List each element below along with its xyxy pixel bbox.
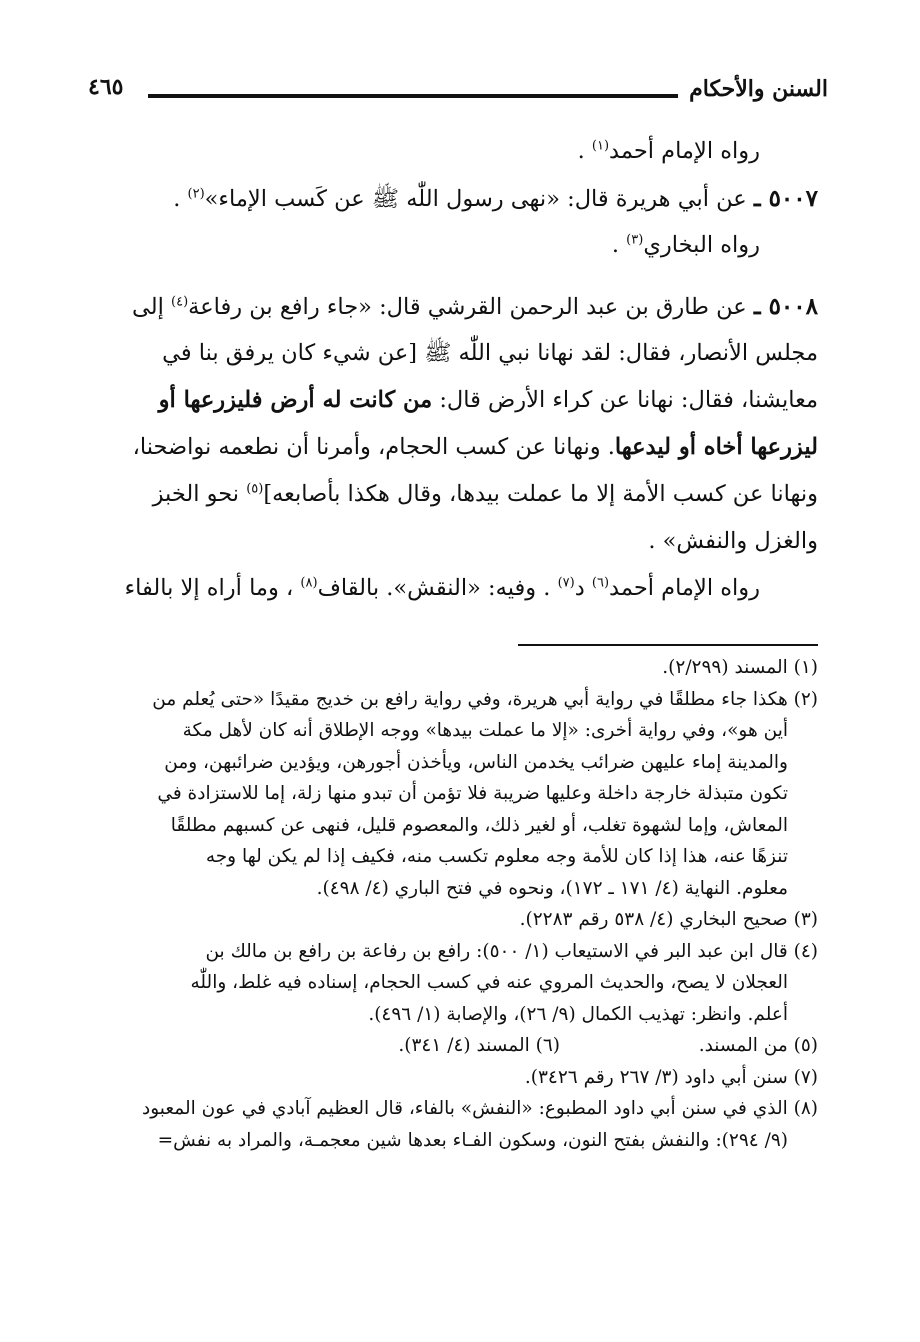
footnote-7: (٧) سنن أبي داود (٣/ ٢٦٧ رقم ٣٤٢٦). (524, 1066, 818, 1088)
narration-line: رواه الإمام أحمد$^{(٦)}$ د$^{(٧)}$ . وفيه: «النقش». بالقاف$^{(٨)}$ ، وما أراه إلا بالفاء (124, 575, 760, 601)
footnote-ref: (٤) (171, 294, 189, 310)
footnote-ref: (٥) (246, 481, 264, 497)
section-title: السنن والأحكام (689, 76, 828, 102)
text-line: مجلس الأنصار، فقال: لقد نهانا نبي اللّٰه ﷺ [عن شيء كان يرفق بنا في (162, 340, 818, 366)
footnote-4-cont: أعلم. وانظر: تهذيب الكمال (٩/ ٢٦)، والإصابة (١/ ٤٩٦). (368, 1003, 788, 1025)
footnote-4: (٤) قال ابن عبد البر في الاستيعاب (١/ ٥٠٠): رافع بن رفاعة بن رافع بن مالك بن (205, 940, 818, 962)
footnote-2-cont: تنزهًا عنه، هذا إذا كان للأمة وجه معلوم تكسب منه، فكيف إذا لم يكن لها وجه (205, 846, 788, 867)
hadith-number: ٥٠٠٧ ـ (753, 185, 818, 212)
footnote-6: (٦) المسند (٤/ ٣٤١). (398, 1035, 560, 1056)
footnote-2-cont: أين هو»، وفي رواية أخرى: «إلا ما عملت بيدها» ووجه الإطلاق أنه كان لأهل مكة (182, 720, 788, 741)
footnote-row-5-6 (100, 1030, 818, 1062)
footnote-8: (٨) الذي في سنن أبي داود المطبوع: «النفش» بالفاء، قال العظيم آبادي في عون المعبود (141, 1098, 818, 1119)
footnote-8-cont: (٩/ ٢٩٤): والنفش بفتح النون، وسكون الفـاء بعدها شين معجمـة، والمراد به نفش= (157, 1129, 788, 1151)
main-text (100, 128, 818, 612)
text-line: ليزرعها أخاه أو ليدعها. ونهانا عن كسب الحجام، وأمرنا أن نطعمه نواضحنا، (132, 434, 818, 460)
narration-line: رواه البخاري$^{(٣)}$ . (611, 232, 760, 258)
text-line: معايشنا، فقال: نهانا عن كراء الأرض قال: من كانت له أرض فليزرعها أو (158, 387, 818, 413)
footnote-ref: (٢) (187, 186, 205, 202)
footnote-2-cont: المعاش، وإما لشهوة تغلب، أو لغير ذلك، والمعصوم قليل، فنهى عن كسبهم مطلقًا (170, 814, 788, 836)
hadith-5008: ٥٠٠٨ ـ عن طارق بن عبد الرحمن القرشي قال: «جاء رافع بن رفاعة$^{(٤)}$ إلى (132, 293, 818, 320)
footnote-ref: (٨) (300, 575, 318, 591)
footnote-2-cont: تكون متبذلة خارجة داخلة وعليها ضريبة فلا تؤمن أن تبدو منها زلة، إما للاستزادة في (157, 783, 788, 804)
footnote-2: (٢) هكذا جاء مطلقًا في رواية أبي هريرة، وفي رواية رافع بن خديج مقيدًا «حتى يُعلم من (152, 688, 818, 710)
footnote-5: (٥) من المسند. (698, 1035, 818, 1056)
emphasized-text: ليزرعها أخاه أو ليدعها (614, 434, 818, 460)
footnote-3: (٣) صحيح البخاري (٤/ ٥٣٨ رقم ٢٢٨٣). (519, 909, 818, 930)
emphasized-text: من كانت له أرض فليزرعها أو (158, 387, 433, 413)
footnote-1: (١) المسند (٢/٢٩٩). (662, 657, 818, 678)
text-line: ونهانا عن كسب الأمة إلا ما عملت بيدها، وقال هكذا بأصابعه]$^{(٥)}$ نحو الخبز (152, 481, 818, 507)
footnote-ref: (٦) (591, 575, 610, 591)
footnote-ref: (١) (591, 138, 610, 154)
header-rule (148, 94, 678, 98)
running-header (88, 70, 828, 110)
text-line: والغزل والنفش» . (648, 528, 818, 554)
footnote-2-cont: والمدينة إماء عليهن ضرائب يخدمن الناس، ويأخذن أجورهن، ويؤدين ضرائبهن، ومن (164, 751, 788, 773)
footnote-ref: (٣) (626, 232, 644, 248)
narration-line: رواه الإمام أحمد$^{(١)}$ . (577, 138, 760, 164)
footnotes (100, 652, 818, 1156)
footnote-4-cont: العجلان لا يصح، والحديث المروي عنه في كسب الحجام، إسناده فيه غلط، واللّٰه (190, 972, 788, 993)
footnote-2-cont: معلوم. النهاية (٤/ ١٧١ ـ ١٧٢)، ونحوه في فتح الباري (٤/ ٤٩٨). (316, 877, 788, 899)
footnote-ref: (٧) (557, 575, 575, 591)
page-number: ٤٦٥ (88, 74, 124, 100)
hadith-5007: ٥٠٠٧ ـ عن أبي هريرة قال: «نهى رسول اللّٰه ﷺ عن كَسب الإماء»$^{(٢)}$ . (173, 185, 818, 212)
footnote-separator (518, 644, 818, 646)
hadith-number: ٥٠٠٨ ـ (753, 293, 818, 320)
